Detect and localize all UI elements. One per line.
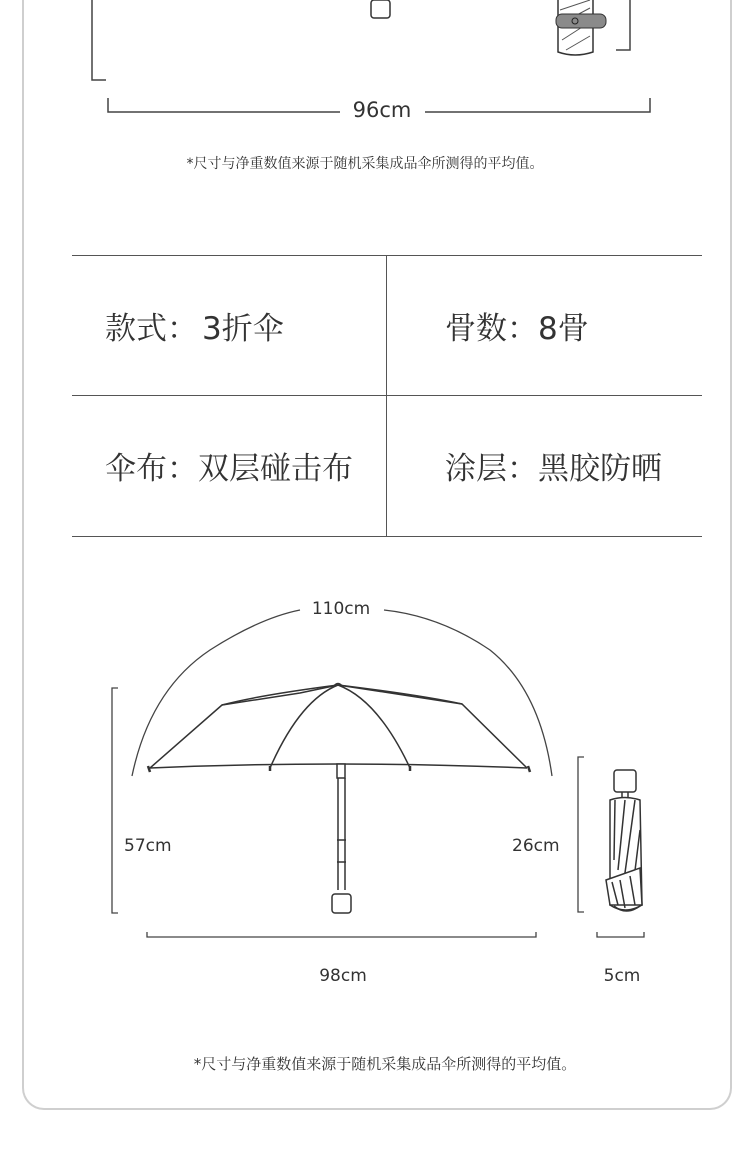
spec-coating-value: 黑胶防晒 xyxy=(538,450,662,487)
spec-coating-label: 涂层： xyxy=(445,450,538,487)
spec-style-value: 3折伞 xyxy=(202,310,284,347)
arc-length-label: 110cm xyxy=(306,599,376,619)
open-width-dimension-line xyxy=(147,932,536,937)
spec-fabric-value: 双层碰击布 xyxy=(198,450,353,487)
spec-fabric-label: 伞布： xyxy=(105,450,198,487)
folded-height-label: 26cm xyxy=(512,836,560,856)
open-width-label: 98cm xyxy=(319,966,367,986)
arc-dimension-line xyxy=(132,610,300,776)
top-width-label: 96cm xyxy=(352,98,412,122)
spec-style-label: 款式： xyxy=(105,310,198,347)
folded-height-bracket xyxy=(578,757,584,912)
spec-ribs-value: 8骨 xyxy=(538,310,589,347)
top-note: *尺寸与净重数值来源于随机采集成品伞所测得的平均值。 xyxy=(186,156,544,172)
folded-umbrella-icon xyxy=(606,770,642,911)
spec-ribs-label: 骨数： xyxy=(445,310,538,347)
open-umbrella-icon xyxy=(148,684,530,914)
open-height-label: 57cm xyxy=(124,836,172,856)
open-height-bracket xyxy=(112,688,118,913)
bottom-note: *尺寸与净重数值来源于随机采集成品伞所测得的平均值。 xyxy=(193,1055,577,1073)
folded-width-dimension-line xyxy=(597,932,644,937)
folded-width-label: 5cm xyxy=(603,966,641,986)
